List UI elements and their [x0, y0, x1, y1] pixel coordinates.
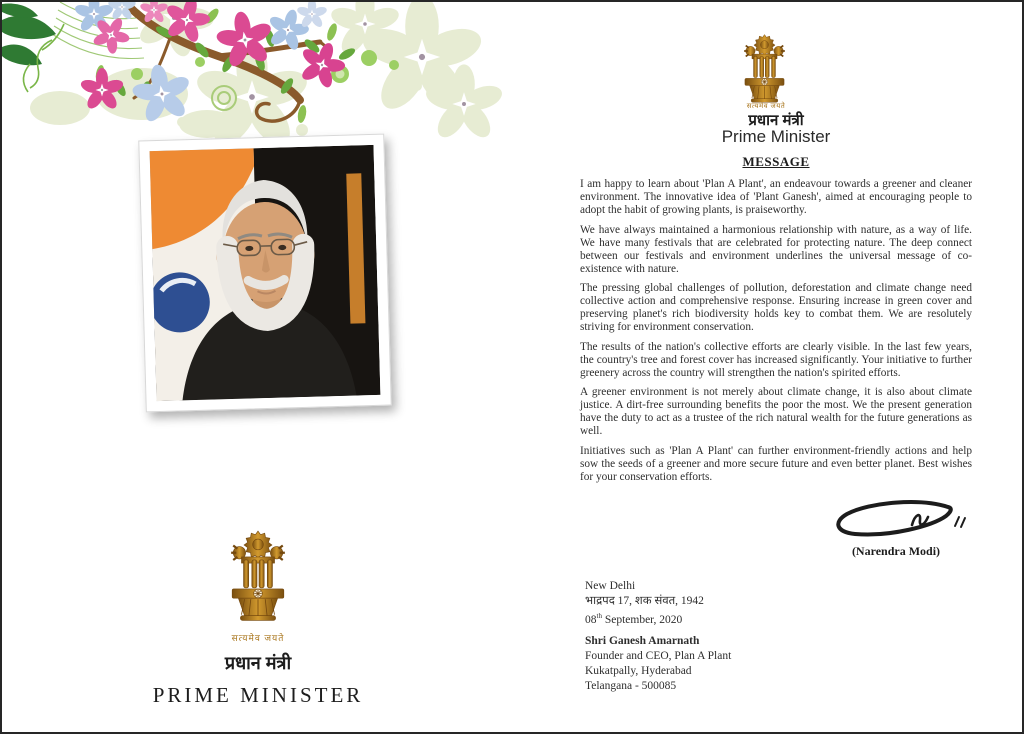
date-english: 08th September, 2020 — [585, 612, 683, 626]
paragraph-2: We have always maintained a harmonious relationship with nature, as a way of life. We have many festivals that are celebrated for protecting nature. The deep connect between our festivals and environment underlines the universal message of co-existence with nature. — [580, 223, 972, 275]
right-title-english: Prime Minister — [721, 127, 831, 146]
place: New Delhi — [585, 580, 636, 592]
letter-meta — [585, 579, 731, 694]
left-title-hindi: प्रधान मंत्री — [224, 653, 292, 673]
pm-portrait-illustration — [150, 145, 381, 401]
paragraph-3: The pressing global challenges of pollution, deforestation and climate change need collective action and comprehensive response. Ensuring increase in green cover and preserving planet's rich biodiversity holds key to combat them. We are resolutely striving for environment conservation. — [580, 282, 972, 333]
recipient-line2: Kukatpally, Hyderabad — [585, 664, 692, 677]
floral-artwork-icon — [2, 2, 502, 142]
pm-portrait-photo — [138, 134, 391, 413]
paragraph-4: The results of the nation's collective efforts are clearly visible. In the last few years, the country's tree and forest cover has increased significantly. Your initiative to further greenery across the country will strengthen the nation's spirited efforts. — [580, 340, 972, 379]
paragraph-1: I am happy to learn about 'Plan A Plant', an endeavour towards a greener and cleaner environment. The innovative idea of 'Plant Ganesh', aimed at encouraging people to adopt the habit of growing plants, is praiseworthy. — [580, 178, 972, 216]
ashoka-emblem-icon — [227, 529, 289, 624]
message-heading: MESSAGE — [742, 154, 810, 169]
left-motto: सत्यमेव जयते — [231, 633, 285, 643]
right-motto: सत्यमेव जयते — [746, 103, 786, 110]
signatory-name: (Narendra Modi) — [851, 544, 941, 558]
letter-body — [580, 178, 972, 490]
paragraph-5: A greener environment is not merely about climate change, it is also about climate justice. A dirt-free surrounding benefits the poor the most. We the present generation have the duty to act as a trustee of the rich natural wealth for the future generations as well. — [580, 386, 972, 437]
paragraph-6: Initiatives such as 'Plan A Plant' can further environment-friendly actions and help sow the seeds of a greener and more secure future and even better planet. Best wishes for your conservation efforts. — [580, 444, 972, 483]
recipient-line3: Telangana - 500085 — [585, 679, 677, 692]
date-hindi: भाद्रपद 17, शक संवत, 1942 — [585, 595, 704, 607]
right-title-hindi: प्रधान मंत्री — [748, 112, 804, 129]
left-title-english: PRIME MINISTER — [152, 683, 364, 707]
recipient-name: Shri Ganesh Amarnath — [585, 634, 700, 647]
recipient-line1: Founder and CEO, Plan A Plant — [585, 649, 732, 662]
ashoka-emblem-icon — [741, 33, 788, 105]
signature-icon — [828, 496, 968, 544]
